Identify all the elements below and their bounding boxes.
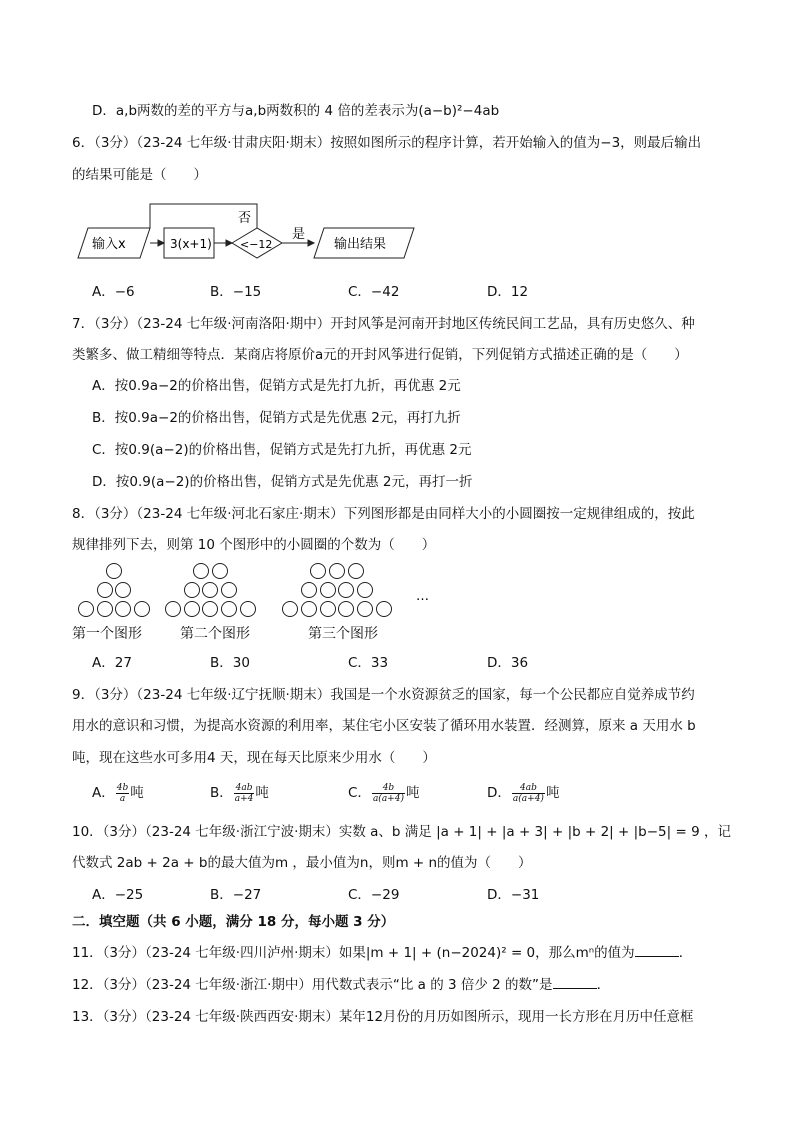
circle <box>358 583 373 598</box>
q10-stem-line2: 代数式 2ab + 2a + b的最大值为m ，最小值为n，则m + n的值为（ ） <box>72 855 532 871</box>
q7-option-b: B．按0.9a−2的价格出售，促销方式是先优惠 2元，再打九折 <box>92 410 461 426</box>
q8-figure-label-1: 第一个图形 <box>72 626 142 642</box>
circle <box>185 602 200 617</box>
q8-option-a: A．27 <box>92 655 132 671</box>
circle <box>349 564 364 579</box>
answer-blank <box>635 944 679 957</box>
q8-stem-line2: 规律排列下去，则第 10 个图形中的小圆圈的个数为（ ） <box>72 537 436 553</box>
q8-stem-line1: 8．（3分）（23-24 七年级·河北石家庄·期末）下列图形都是由同样大小的小圆圈按一定规律组成的，按此 <box>72 506 695 522</box>
circle <box>135 602 150 617</box>
flow-no-label: 否 <box>238 211 252 226</box>
q9-stem-line3: 吨，现在这些水可多用4 天，现在每天比原来少用水（ ） <box>72 750 436 766</box>
circle <box>166 602 181 617</box>
circle <box>358 602 373 617</box>
q6-flowchart <box>72 198 422 266</box>
circle <box>339 583 354 598</box>
q12-stem: 12．（3分）（23-24 七年级·浙江·期中）用代数式表示“比 a 的 3 倍少 2 的数”是 ． <box>72 977 611 993</box>
q9-option-a: A． $\frac{4b}{a}$ 吨 <box>92 782 144 804</box>
circle <box>116 583 131 598</box>
circle <box>203 583 218 598</box>
q7-option-d: D．按0.9(a−2)的价格出售，促销方式是先优惠 2元，再打一折 <box>92 474 473 490</box>
figure-ellipsis: … <box>416 589 429 604</box>
circle <box>107 564 122 579</box>
circle <box>330 564 345 579</box>
circle <box>185 583 200 598</box>
q8-option-d: D．36 <box>487 655 529 671</box>
q8-circle-figures <box>72 560 452 622</box>
q8-option-c: C．33 <box>348 655 389 671</box>
q9-stem-line1: 9．（3分）（23-24 七年级·辽宁抚顺·期末）我国是一个水资源贫乏的国家，每一个公民都应自觉养成节约 <box>72 687 695 703</box>
q10-option-c: C．−29 <box>348 887 400 903</box>
q8-figure-label-2: 第二个图形 <box>180 626 250 642</box>
circle <box>116 602 131 617</box>
circle <box>302 583 317 598</box>
circle <box>311 564 326 579</box>
circle <box>321 583 336 598</box>
flow-condition-label: <−12 <box>240 238 273 251</box>
circle <box>377 602 392 617</box>
flow-process-label: 3(x+1) <box>170 237 212 251</box>
circle <box>98 602 113 617</box>
q10-option-d: D．−31 <box>487 887 540 903</box>
answer-blank <box>553 976 597 989</box>
q6-option-c: C．−42 <box>348 284 400 300</box>
circle <box>203 602 218 617</box>
q13-stem-line1: 13．（3分）（23-24 七年级·陕西西安·期末）某年12月份的月历如图所示，现用一长方形在月历中任意框 <box>72 1009 694 1025</box>
circle <box>213 564 228 579</box>
circle <box>321 602 336 617</box>
q6-option-b: B．−15 <box>210 284 262 300</box>
q9-stem-line2: 用水的意识和习惯，为提高水资源的利用率，某住宅小区安装了循环用水装置．经测算，原来 a 天用水 b <box>72 718 696 734</box>
q10-option-a: A．−25 <box>92 887 144 903</box>
circle <box>339 602 354 617</box>
circle <box>302 602 317 617</box>
circle <box>222 602 237 617</box>
q6-option-d: D．12 <box>487 284 529 300</box>
circle <box>79 602 94 617</box>
q5-option-d: D．a,b两数的差的平方与a,b两数积的 4 倍的差表示为(a−b)²−4ab <box>92 103 500 119</box>
flow-yes-label: 是 <box>292 227 306 242</box>
q6-stem-line2: 的结果可能是（ ） <box>72 167 207 183</box>
q7-stem-line1: 7．（3分）（23-24 七年级·河南洛阳·期中）开封风筝是河南开封地区传统民间工艺品，具有历史悠久、种 <box>72 316 695 332</box>
q7-option-c: C．按0.9(a−2)的价格出售，促销方式是先打九折，再优惠 2元 <box>92 442 472 458</box>
circle <box>194 564 209 579</box>
q8-option-b: B．30 <box>210 655 250 671</box>
q8-figure-label-3: 第三个图形 <box>308 626 378 642</box>
q9-option-c: C． $\frac{4b}{a(a+4)}$ 吨 <box>348 782 420 804</box>
flow-output-label: 输出结果 <box>334 237 387 252</box>
q6-option-a: A．−6 <box>92 284 135 300</box>
q7-option-a: A．按0.9a−2的价格出售，促销方式是先打九折，再优惠 2元 <box>92 378 461 394</box>
q9-option-b: B． $\frac{4ab}{a+4}$ 吨 <box>210 782 269 804</box>
q10-stem-line1: 10．（3分）（23-24 七年级·浙江宁波·期末）实数 a、b 满足 |a + 1| + |a + 3| + |b + 2| + |b−5| = 9 ，记 <box>72 824 731 840</box>
q10-option-b: B．−27 <box>210 887 262 903</box>
flow-input-label: 输入x <box>92 237 126 252</box>
circle <box>222 583 237 598</box>
q11-stem: 11．（3分）（23-24 七年级·四川泸州·期末）如果|m + 1| + (n−2024)² = 0，那么mⁿ的值为 ． <box>72 945 693 961</box>
q9-option-d: D． $\frac{4ab}{a(a+4)}$ 吨 <box>487 782 560 804</box>
section-heading-fill-in: 二．填空题（共 6 小题，满分 18 分，每小题 3 分） <box>72 914 395 930</box>
circle <box>241 602 256 617</box>
circle <box>283 602 298 617</box>
circle <box>98 583 113 598</box>
q7-stem-line2: 类繁多、做工精细等特点．某商店将原价a元的开封风筝进行促销，下列促销方式描述正确的是（ ） <box>72 347 688 363</box>
q6-stem-line1: 6．（3分）（23-24 七年级·甘肃庆阳·期末）按照如图所示的程序计算，若开始输入的值为−3，则最后输出 <box>72 135 702 151</box>
